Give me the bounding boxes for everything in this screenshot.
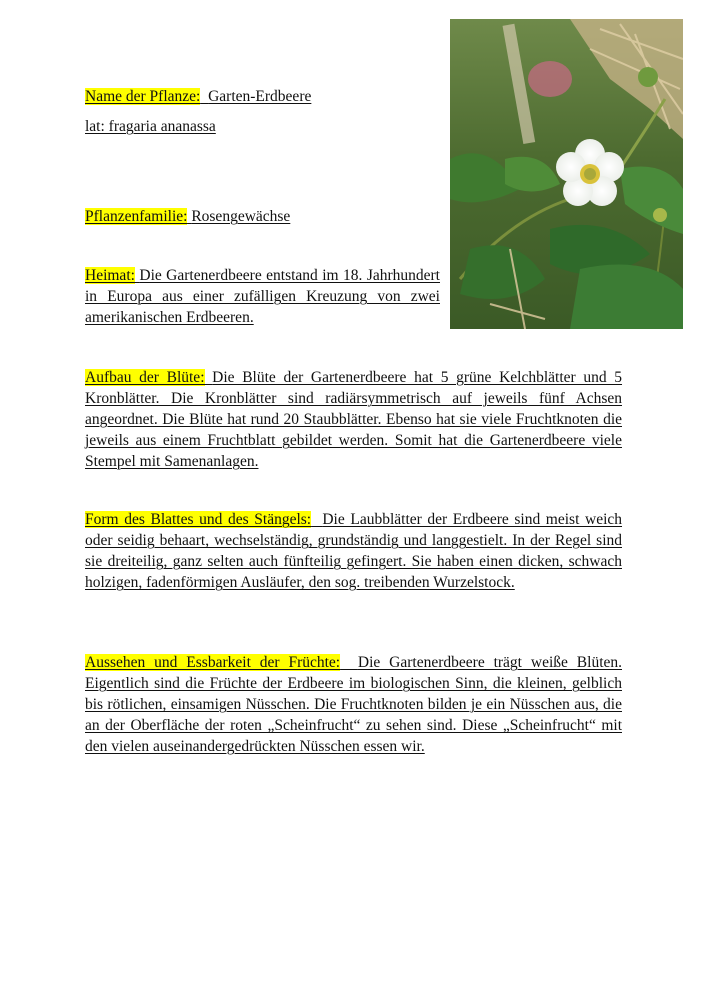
blatt-label: Form des Blattes und des Stängels: xyxy=(85,511,312,528)
latin-name: lat: fragaria ananassa xyxy=(85,118,216,135)
plant-name-label: Name der Pflanze: xyxy=(85,88,201,105)
plant-family-value: Rosengewächse xyxy=(191,208,291,225)
bluete-paragraph xyxy=(85,367,622,472)
bluete-label: Aufbau der Blüte: xyxy=(85,369,205,386)
fruechte-label: Aussehen und Essbarkeit der Früchte: xyxy=(85,654,341,671)
strawberry-flower-photo xyxy=(450,19,683,329)
plant-name-line xyxy=(85,86,311,107)
plant-family-line xyxy=(85,206,290,227)
heimat-text: Die Gartenerdbeere entstand im 18. Jahrhundert in Europa aus einer zufälligen Kreuzung von zwei amerikanischen Erdbeeren. xyxy=(85,267,440,326)
fruechte-text: Die Gartenerdbeere trägt weiße Blüten. Eigentlich sind die Früchte der Erdbeere im biologischen Sinn, die kleinen, gelblich bis rötlichen, einsamigen Nüsschen. Die Fruchtknoten bilden je ein Nüsschen aus, die an der Oberfläche der roten „Scheinfrucht“ zu sehen sind. Diese „Scheinfrucht“ mit den vielen auseinandergedrückten Nüsschen essen wir. xyxy=(85,654,622,755)
heimat-paragraph xyxy=(85,265,440,328)
plant-family-label: Pflanzenfamilie: xyxy=(85,208,188,225)
bluete-text: Die Blüte der Gartenerdbeere hat 5 grüne Kelchblätter und 5 Kronblätter. Die Kronblätter sind radiärsymmetrisch auf jeweils fünf Achsen angeordnet. Die Blüte hat rund 20 Staubblätter. Ebenso hat sie viele Fruchtknoten die jeweils aus einem Fruchtblatt gebildet werden. Somit hat die Gartenerdbeere viele Stempel mit Samenanlagen. xyxy=(85,369,623,470)
blatt-paragraph xyxy=(85,509,622,593)
blatt-text: Die Laubblätter der Erdbeere sind meist weich oder seidig behaart, wechselständig, grundständig und langgestielt. In der Regel sind sie dreiteilig, ganz selten auch fünfteilig gefingert. Sie haben einen dicken, schwach holzigen, fadenförmigen Ausläufer, den sog. treibenden Wurzelstock. xyxy=(85,511,623,591)
fruechte-paragraph xyxy=(85,652,622,757)
heimat-label: Heimat: xyxy=(85,267,135,284)
plant-name-value: Garten-Erdbeere xyxy=(208,88,312,105)
